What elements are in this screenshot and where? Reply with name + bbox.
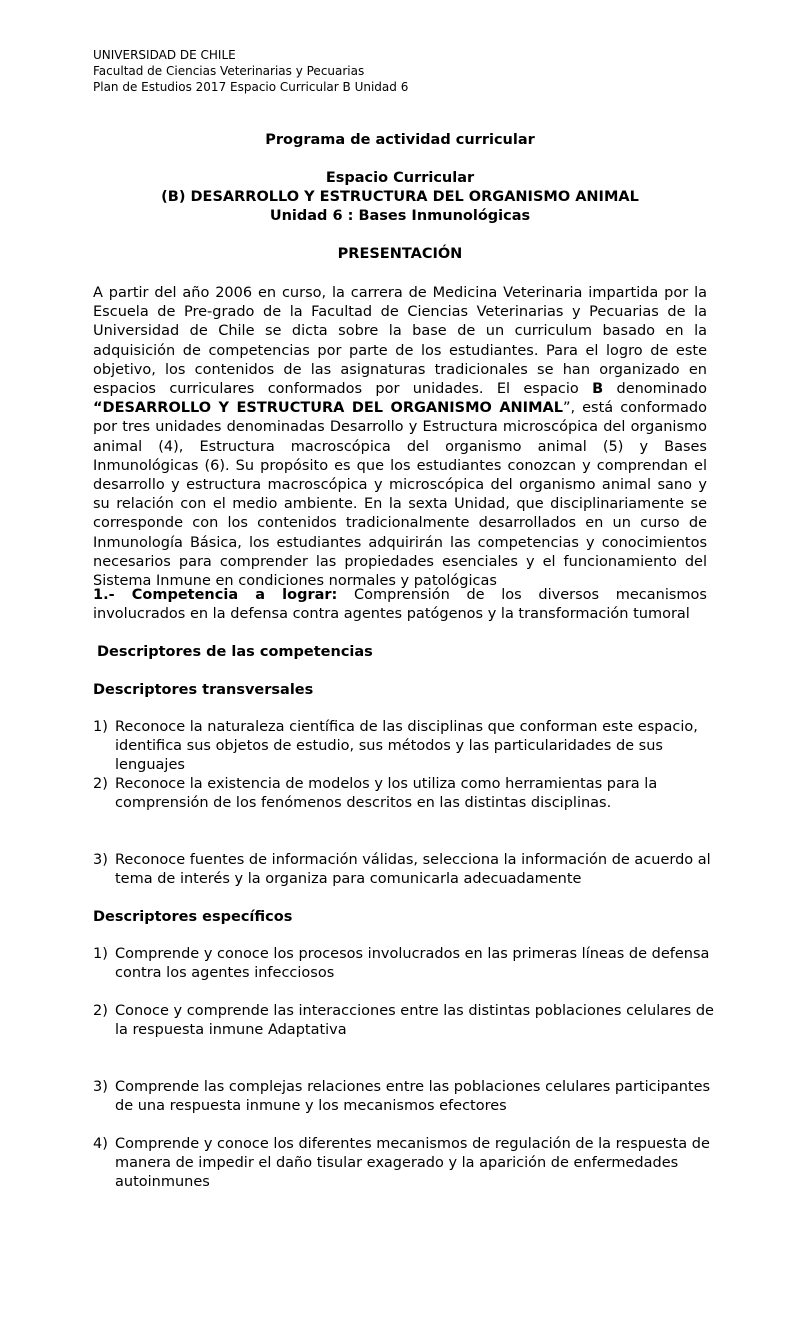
university-name: UNIVERSIDAD DE CHILE [93, 48, 236, 62]
item-text: Comprende y conoce los procesos involucrados en las primeras líneas de defensa contra los agentes infecciosos [115, 946, 710, 982]
presentation-text-2: denominado [603, 381, 707, 398]
presentation-bold-space: B [592, 381, 604, 398]
unit-title: Unidad 6 : Bases Inmunológicas [269, 208, 531, 224]
study-plan: Plan de Estudios 2017 Espacio Curricular B Unidad 6 [93, 80, 409, 94]
presentation-paragraph [93, 284, 707, 591]
space-name-title: (B) DESARROLLO Y ESTRUCTURA DEL ORGANISMO ANIMAL [161, 189, 639, 205]
descriptors-heading: Descriptores de las competencias [97, 644, 373, 660]
item-text: Conoce y comprende las interacciones entre las distintas poblaciones celulares de la respuesta inmune Adaptativa [115, 1003, 714, 1039]
competence-text: Comprensión de los diversos mecanismos involucrados en la defensa contra agentes patógenos y la transformación tumoral [93, 587, 707, 623]
item-number: 2) [93, 1003, 108, 1019]
presentation-text-1: A partir del año 2006 en curso, la carrera de Medicina Veterinaria impartida por la Escuela de Pre-grado de la Facultad de Ciencias Veterinarias y Pecuarias de la Universidad de Chile se dicta sobre la base de un curriculum basado en la adquisición de competencias por parte de los estudiantes. Para el logro de este objetivo, los contenidos de las asignaturas tradicionales se han organizado en espacios curriculares conformados por unidades. El espacio [93, 285, 707, 398]
document-header [93, 47, 408, 95]
item-text: Reconoce fuentes de información válidas, selecciona la información de acuerdo al tema de interés y la organiza para comunicarla adecuadamente [115, 852, 711, 888]
specific-heading: Descriptores específicos [93, 909, 293, 925]
presentation-heading: PRESENTACIÓN [337, 246, 463, 262]
presentation-bold-name: “DESARROLLO Y ESTRUCTURA DEL ORGANISMO ANIMAL [93, 400, 563, 417]
presentation-text-3: ”, está conformado por tres unidades denominadas Desarrollo y Estructura microscópica del organismo animal (4), Estructura macroscópica del organismo animal (5) y Bases Inmunológicas (6). Su propósito es que los estudiantes conozcan y comprendan el desarrollo y estructura macroscópica y microscópica del organismo animal sano y su relación con el medio ambiente. En la sexta Unidad, que disciplinariamente se corresponde con los contenidos tradicionalmente desarrollados en un curso de Inmunología Básica, los estudiantes adquirirán las competencias y conocimientos necesarios para comprender las propiedades esenciales y el funcionamiento del Sistema Inmune en condiciones normales y patológicas [93, 400, 707, 590]
item-number: 3) [93, 1079, 108, 1095]
item-text: Comprende las complejas relaciones entre las poblaciones celulares participantes de una respuesta inmune y los mecanismos efectores [115, 1079, 711, 1115]
item-number: 4) [93, 1136, 108, 1152]
transversal-heading: Descriptores transversales [93, 682, 314, 698]
item-number: 1) [93, 719, 108, 735]
competence-label: 1.- Competencia a lograr: [93, 587, 338, 603]
item-number: 3) [93, 852, 108, 868]
curricular-space-title: Espacio Curricular [325, 170, 475, 186]
program-title: Programa de actividad curricular [265, 132, 535, 148]
item-number: 2) [93, 776, 108, 792]
competence-paragraph [93, 586, 707, 624]
item-text: Reconoce la naturaleza científica de las disciplinas que conforman este espacio, identifica sus objetos de estudio, sus métodos y las particularidades de sus lenguajes [115, 719, 698, 774]
item-text: Comprende y conoce los diferentes mecanismos de regulación de la respuesta de manera de impedir el daño tisular exagerado y la aparición de enfermedades autoinmunes [115, 1136, 710, 1191]
item-number: 1) [93, 946, 108, 962]
faculty-name: Facultad de Ciencias Veterinarias y Pecuarias [93, 64, 365, 78]
item-text: Reconoce la existencia de modelos y los utiliza como herramientas para la comprensión de los fenómenos descritos en las distintas disciplinas. [115, 776, 658, 812]
